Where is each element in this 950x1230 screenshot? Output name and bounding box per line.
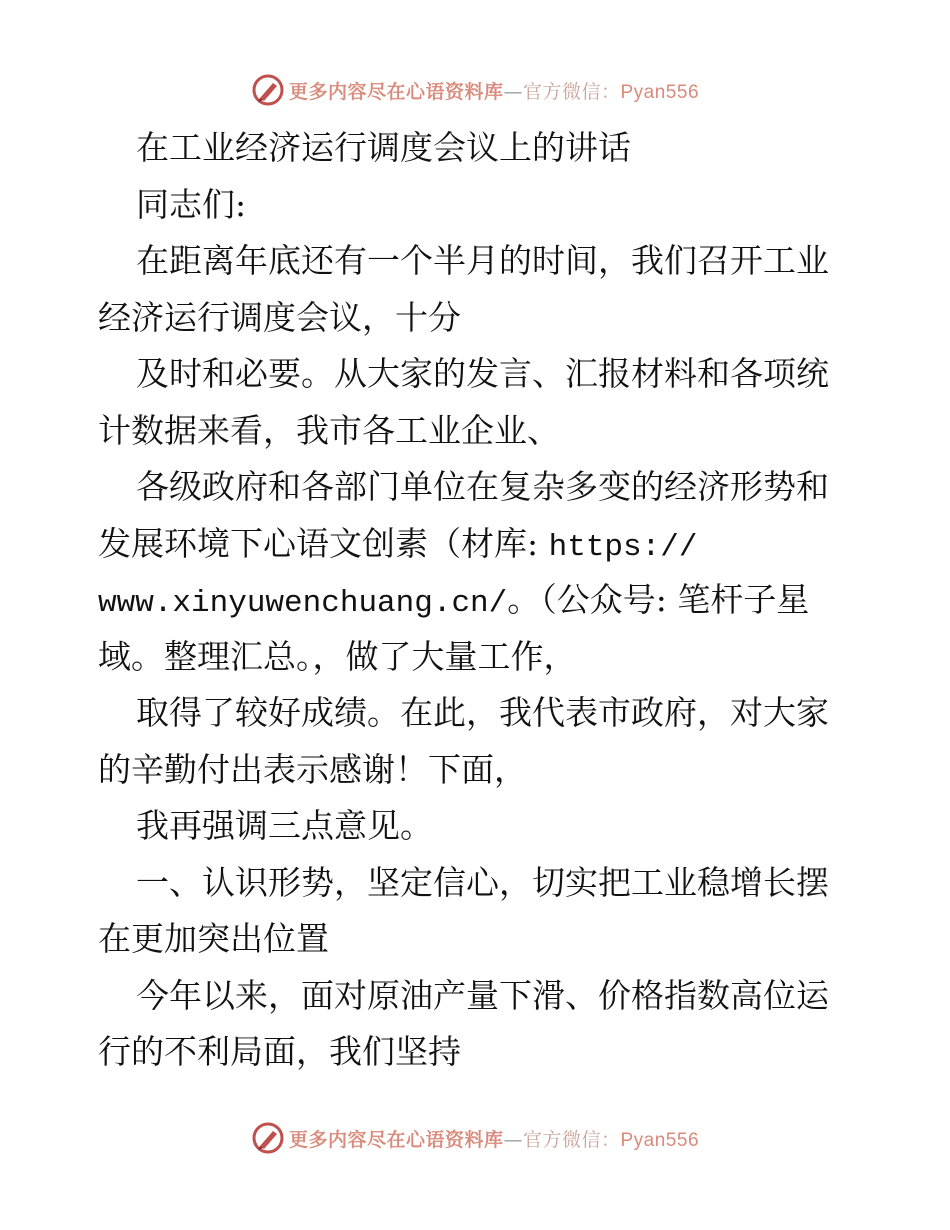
header-wechat-label: 官方微信：	[522, 80, 621, 103]
header-wechat-id: Pyan556	[620, 81, 700, 103]
salutation: 同志们:	[136, 184, 247, 224]
header-banner	[289, 77, 699, 104]
pen-logo-icon	[251, 73, 285, 107]
section-heading-cont: 在更加突出位置	[98, 919, 329, 958]
paragraph-line: 计数据来看，我市各工业企业、	[98, 410, 560, 450]
paragraph-line: 我再强调三点意见。	[136, 806, 433, 845]
paragraph-line	[98, 516, 858, 573]
paragraph-line: 今年以来，面对原油产量下滑、价格指数高位运	[136, 975, 829, 1015]
paragraph-line: 及时和必要。从大家的发言、汇报材料和各项统	[136, 354, 829, 393]
paragraph-text: 发展环境下心语文创素（材库:	[98, 523, 549, 563]
page-header	[0, 70, 950, 110]
page-footer	[0, 1118, 950, 1158]
footer-site-name: 更多内容尽在心语资料库	[288, 1128, 504, 1151]
paragraph-line: 域。整理汇总。，做了大量工作，	[98, 636, 577, 676]
paragraph-line: 各级政府和各部门单位在复杂多变的经济形势和	[136, 467, 829, 506]
url-link: www.xinyuwenchuang.cn/	[98, 586, 508, 621]
paragraph-line: 的辛勤付出表示感谢！下面，	[98, 749, 527, 789]
url-part: https://	[548, 529, 698, 565]
paragraph-line: 行的不利局面，我们坚持	[98, 1032, 461, 1071]
header-site-name: 更多内容尽在心语资料库	[288, 80, 504, 103]
document-title: 在工业经济运行调度会议上的讲话	[136, 128, 631, 167]
paragraph-line	[98, 572, 858, 629]
paragraph-line: 经济运行调度会议，十分	[98, 297, 461, 337]
header-dash: —	[503, 80, 523, 103]
footer-dash: —	[503, 1128, 523, 1151]
paragraph-line: 取得了较好成绩。在此，我代表市政府，对大家	[136, 693, 829, 732]
section-heading: 一、认识形势，坚定信心，切实把工业稳增长摆	[136, 862, 829, 902]
footer-banner	[289, 1125, 699, 1152]
document-body	[98, 120, 858, 1081]
pen-logo-icon	[251, 1121, 285, 1155]
paragraph-line: 在距离年底还有一个半月的时间，我们召开工业	[136, 241, 829, 280]
footer-wechat-label: 官方微信：	[522, 1128, 621, 1151]
paragraph-text: 。（公众号: 笔杆子星	[507, 580, 810, 619]
footer-wechat-id: Pyan556	[620, 1129, 700, 1151]
